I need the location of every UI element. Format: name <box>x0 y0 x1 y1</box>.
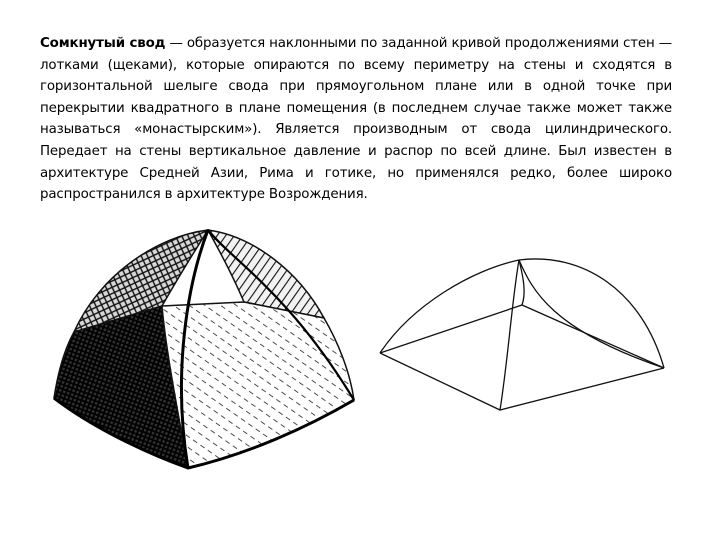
definition-text: — образуется наклонными по заданной кривой продолжениями стен — лотками (щеками), которые опираются по всему периметру на стены и сходятся в горизонтальной шелыге свода при прямоугольном плане или в одной точке при перекрытии квадратного в плане помещения (в последнем случае также может также называться «монастырским»). Является производным от свода цилиндрического. Передает на стены вертикальное давление и распор по всей длине. Был известен в архитектуре Средней Азии, Рима и готике, но применялся редко, более широко распространился в архитектуре Возрождения. <box>40 36 672 203</box>
vault-line-diagram <box>372 250 702 450</box>
term-title: Сомкнутый свод <box>40 36 166 51</box>
vault-sketch-illustration <box>38 222 370 474</box>
description-paragraph <box>40 33 672 206</box>
